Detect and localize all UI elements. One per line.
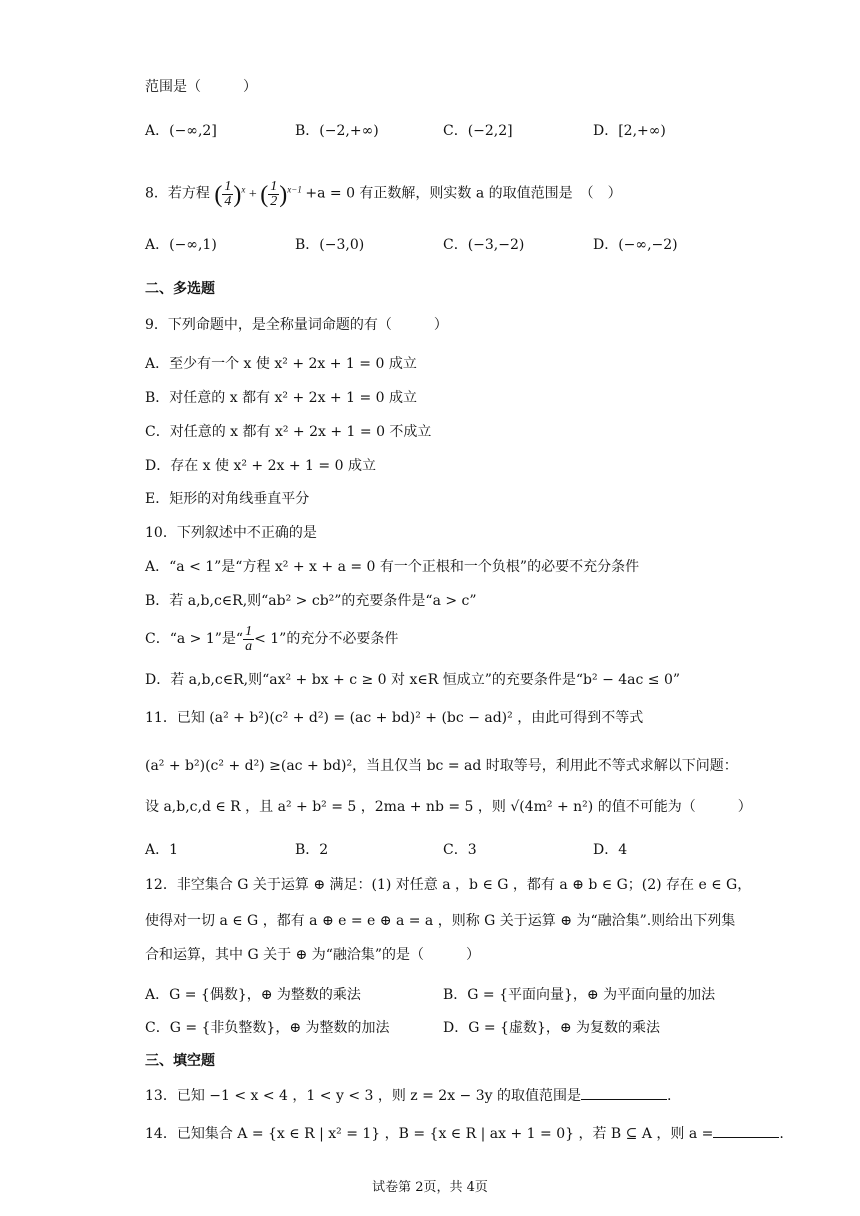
q7-stem-tail: 范围是（ ） [145, 79, 257, 95]
q9-option-c: C．对任意的 x 都有 x² + 2x + 1 = 0 不成立 [145, 424, 432, 440]
q8-formula: ( $\frac{1}{4}$ )$^x$ + ( $\frac{1}{2}$ )$^{x-1}$ [214, 178, 302, 209]
q7-option-c: C．(−2,2] [443, 123, 513, 139]
q9-stem: 9．下列命题中，是全称量词命题的有（ ） [145, 317, 448, 333]
q7-option-d: D．[2,+∞) [593, 123, 666, 139]
q8-option-a: A．(−∞,1) [145, 237, 217, 253]
q10-option-c-prefix: C．“a > 1”是“ [145, 631, 244, 647]
q14-stem-text: 14．已知集合 A = {x ∈ R | x² = 1} ，B = {x ∈ R | ax + 1 = 0} ，若 B ⊆ A ，则 a = [145, 1126, 714, 1142]
q13-stem [145, 1086, 671, 1106]
q12-line-1: 12．非空集合 G 关于运算 ⊕ 满足：(1) 对任意 a ，b ∈ G ，都有 a ⊕ b ∈ G；(2) 存在 e ∈ G， [145, 877, 752, 893]
q12-line-3: 合和运算，其中 G 关于 ⊕ 为“融洽集”的是（ ） [145, 947, 481, 963]
q9-option-e: E．矩形的对角线垂直平分 [145, 491, 310, 507]
q10-option-a: A．“a < 1”是“方程 x² + x + a = 0 有一个正根和一个负根”的必要不充分条件 [145, 559, 640, 575]
q13-stem-end: . [667, 1088, 672, 1104]
q8-stem-suffix: +a = 0 有正数解，则实数 a 的取值范围是 （ ） [305, 185, 622, 202]
q8-option-c: C．(−3,−2) [443, 237, 525, 253]
q11-option-a: A．1 [145, 842, 179, 858]
q12-line-2: 使得对一切 a ∈ G ，都有 a ⊕ e = e ⊕ a = a ，则称 G 关于运算 ⊕ 为“融洽集”.则给出下列集 [145, 913, 736, 929]
q11-option-d: D．4 [593, 842, 628, 858]
q10-option-d: D．若 a,b,c∈R,则“ax² + bx + c ≥ 0 对 x∈R 恒成立”的充要条件是“b² − 4ac ≤ 0” [145, 672, 681, 688]
q13-answer-blank[interactable] [581, 1099, 667, 1100]
q11-line-2: (a² + b²)(c² + d²) ≥(ac + bd)²，当且仅当 bc = ad 时取等号，利用此不等式求解以下问题： [145, 758, 738, 774]
q10-option-b: B．若 a,b,c∈R,则“ab² > cb²”的充要条件是“a > c” [145, 593, 477, 609]
q11-line-1: 11．已知 (a² + b²)(c² + d²) = (ac + bd)² + (bc − ad)² ，由此可得到不等式 [145, 710, 644, 726]
page-footer: 试卷第 2页，共 4页 [372, 1180, 488, 1195]
q7-option-b: B．(−2,+∞) [295, 123, 379, 139]
q13-stem-text: 13．已知 −1 < x < 4 ，1 < y < 3 ，则 z = 2x − 3y 的取值范围是 [145, 1088, 582, 1104]
q8-stem-prefix: 8．若方程 [145, 185, 210, 202]
q10-option-c-suffix: < 1”的充分不必要条件 [254, 631, 399, 647]
q8-option-d: D．(−∞,−2) [593, 237, 678, 253]
q10-option-c-fraction: $\frac{1}{a}$ [245, 623, 253, 654]
section-heading-multiple-choice: 二、多选题 [145, 281, 215, 297]
q14-stem [145, 1124, 784, 1144]
q11-option-b: B．2 [295, 842, 329, 858]
q10-stem: 10．下列叙述中不正确的是 [145, 525, 317, 541]
q9-option-b: B．对任意的 x 都有 x² + 2x + 1 = 0 成立 [145, 390, 418, 406]
q12-option-c: C．G = {非负整数}，⊕ 为整数的加法 [145, 1020, 390, 1036]
q12-option-b: B．G = {平面向量}，⊕ 为平面向量的加法 [443, 987, 716, 1003]
q11-option-c: C．3 [443, 842, 477, 858]
q11-line-3: 设 a,b,c,d ∈ R ，且 a² + b² = 5 ，2ma + nb = 5 ，则 √(4m² + n²) 的值不可能为（ ） [145, 799, 752, 815]
q8-stem [145, 176, 622, 209]
q12-option-d: D．G = {虚数}，⊕ 为复数的乘法 [443, 1020, 661, 1036]
q9-option-a: A．至少有一个 x 使 x² + 2x + 1 = 0 成立 [145, 356, 417, 372]
q10-option-c [145, 624, 398, 654]
q8-option-b: B．(−3,0) [295, 237, 365, 253]
q14-answer-blank[interactable] [713, 1137, 779, 1138]
q9-option-d: D．存在 x 使 x² + 2x + 1 = 0 成立 [145, 458, 376, 474]
q14-stem-end: . [779, 1126, 784, 1142]
section-heading-fill-in: 三、填空题 [145, 1053, 215, 1069]
q12-option-a: A．G = {偶数}，⊕ 为整数的乘法 [145, 987, 361, 1003]
q7-option-a: A．(−∞,2] [145, 123, 217, 139]
